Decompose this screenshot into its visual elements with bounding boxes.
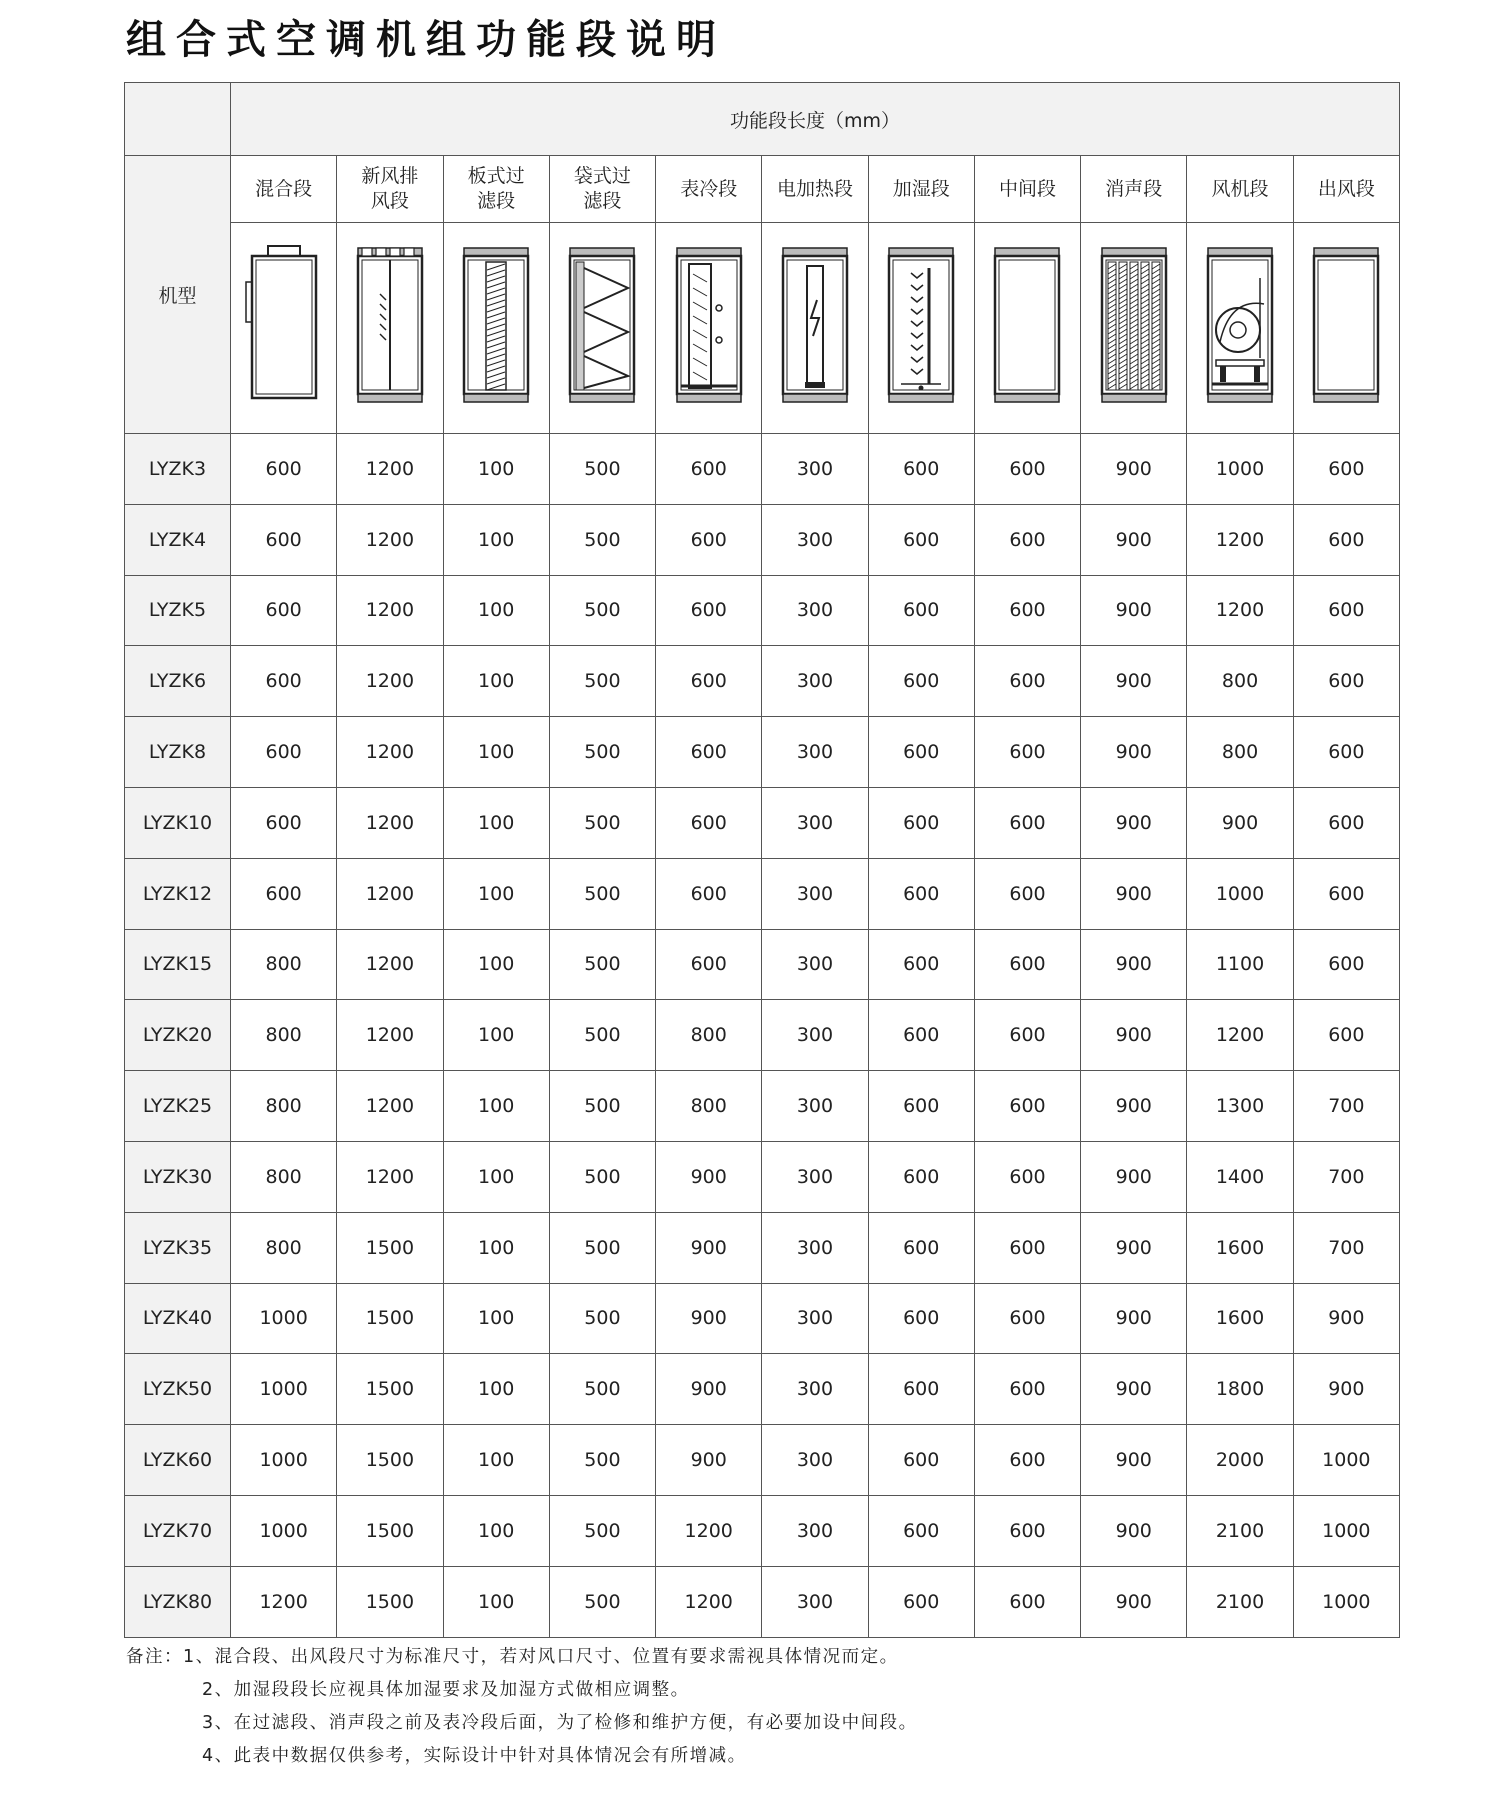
column-header-line1: 板式过	[467, 165, 525, 187]
model-cell: LYZK50	[125, 1354, 231, 1425]
model-cell: LYZK80	[125, 1566, 231, 1637]
length-cell: 600	[974, 504, 1080, 575]
length-cell: 600	[974, 929, 1080, 1000]
length-cell: 600	[868, 1354, 974, 1425]
length-cell: 900	[1081, 858, 1187, 929]
section-diagram-cell	[656, 223, 762, 434]
table-row	[125, 1495, 1400, 1566]
column-header-line2: 风段	[370, 190, 409, 212]
length-cell: 100	[443, 434, 549, 505]
column-header-line1: 袋式过	[573, 165, 631, 187]
silencer-section-icon	[1084, 238, 1184, 418]
length-cell: 900	[1081, 1141, 1187, 1212]
length-cell: 1500	[337, 1354, 443, 1425]
column-header-line1: 加湿段	[892, 177, 950, 200]
column-header	[337, 156, 443, 223]
table-row	[125, 504, 1400, 575]
table-row	[125, 1566, 1400, 1637]
length-cell: 600	[868, 1000, 974, 1071]
length-cell: 100	[443, 1566, 549, 1637]
page-title: 组合式空调机组功能段说明	[126, 17, 726, 63]
length-cell: 500	[549, 1283, 655, 1354]
section-diagram-cell	[868, 223, 974, 434]
model-cell: LYZK12	[125, 858, 231, 929]
length-cell: 300	[762, 1566, 868, 1637]
length-cell: 600	[1293, 434, 1399, 505]
model-cell: LYZK4	[125, 504, 231, 575]
column-header-line1: 新风排	[361, 165, 419, 187]
length-cell: 600	[974, 1425, 1080, 1496]
length-cell: 900	[1293, 1283, 1399, 1354]
length-cell: 600	[974, 1071, 1080, 1142]
length-cell: 300	[762, 858, 868, 929]
length-cell: 300	[762, 1000, 868, 1071]
intermediate-section-icon	[977, 238, 1077, 418]
length-cell: 600	[1293, 858, 1399, 929]
length-cell: 300	[762, 646, 868, 717]
length-cell: 1000	[1293, 1495, 1399, 1566]
length-cell: 1200	[337, 858, 443, 929]
length-cell: 600	[868, 1495, 974, 1566]
column-header-line1: 出风段	[1317, 177, 1375, 200]
outlet-section-icon	[1296, 238, 1396, 418]
length-cell: 300	[762, 929, 868, 1000]
table-row	[125, 434, 1400, 505]
length-cell: 300	[762, 504, 868, 575]
length-cell: 300	[762, 787, 868, 858]
length-cell: 600	[974, 434, 1080, 505]
length-cell: 500	[549, 717, 655, 788]
length-cell: 100	[443, 646, 549, 717]
length-cell: 900	[1081, 646, 1187, 717]
length-cell: 1200	[337, 434, 443, 505]
length-cell: 900	[1081, 1000, 1187, 1071]
length-cell: 1000	[231, 1495, 337, 1566]
column-header	[762, 156, 868, 223]
length-cell: 100	[443, 787, 549, 858]
section-diagram-cell	[231, 223, 337, 434]
length-cell: 1200	[337, 1071, 443, 1142]
column-header	[1081, 156, 1187, 223]
length-cell: 500	[549, 787, 655, 858]
length-cell: 900	[1081, 1425, 1187, 1496]
column-header-line1: 混合段	[255, 177, 313, 200]
length-cell: 500	[549, 1000, 655, 1071]
length-cell: 700	[1293, 1141, 1399, 1212]
length-cell: 600	[231, 646, 337, 717]
length-cell: 600	[656, 434, 762, 505]
length-cell: 900	[1081, 434, 1187, 505]
length-cell: 1200	[656, 1495, 762, 1566]
length-cell: 600	[868, 1425, 974, 1496]
notes	[126, 1641, 918, 1773]
length-cell: 900	[656, 1425, 762, 1496]
length-cell: 600	[974, 1495, 1080, 1566]
table-corner-cell	[125, 83, 231, 156]
length-cell: 500	[549, 575, 655, 646]
section-diagram-cell	[549, 223, 655, 434]
length-cell: 900	[1081, 1071, 1187, 1142]
length-cell: 600	[656, 646, 762, 717]
column-header-line2: 滤段	[583, 190, 622, 212]
length-cell: 1400	[1187, 1141, 1293, 1212]
length-cell: 500	[549, 1354, 655, 1425]
length-cell: 600	[231, 434, 337, 505]
length-cell: 600	[1293, 646, 1399, 717]
length-cell: 600	[1293, 575, 1399, 646]
note-1: 备注：1、混合段、出风段尺寸为标准尺寸，若对风口尺寸、位置有要求需视具体情况而定。	[126, 1647, 899, 1667]
model-cell: LYZK25	[125, 1071, 231, 1142]
length-cell: 300	[762, 1425, 868, 1496]
length-cell: 800	[1187, 646, 1293, 717]
section-diagram-cell	[762, 223, 868, 434]
length-cell: 600	[868, 1141, 974, 1212]
length-cell: 1200	[337, 1000, 443, 1071]
length-cell: 100	[443, 929, 549, 1000]
model-cell: LYZK5	[125, 575, 231, 646]
length-cell: 600	[1293, 787, 1399, 858]
length-cell: 800	[1187, 717, 1293, 788]
length-cell: 1200	[337, 787, 443, 858]
length-cell: 600	[231, 504, 337, 575]
table-row	[125, 646, 1400, 717]
length-cell: 600	[231, 787, 337, 858]
length-cell: 600	[974, 646, 1080, 717]
mixing-section-icon	[234, 238, 334, 418]
table-row	[125, 1354, 1400, 1425]
length-cell: 100	[443, 1354, 549, 1425]
length-cell: 1500	[337, 1283, 443, 1354]
length-cell: 1500	[337, 1495, 443, 1566]
table-row	[125, 575, 1400, 646]
length-cell: 800	[231, 1212, 337, 1283]
length-cell: 1000	[1187, 858, 1293, 929]
model-cell: LYZK70	[125, 1495, 231, 1566]
length-cell: 100	[443, 1000, 549, 1071]
length-cell: 800	[231, 1071, 337, 1142]
length-cell: 600	[868, 504, 974, 575]
length-cell: 1200	[337, 504, 443, 575]
length-cell: 600	[868, 1283, 974, 1354]
column-header	[974, 156, 1080, 223]
bag-filter-section-icon	[552, 238, 652, 418]
length-cell: 300	[762, 717, 868, 788]
length-cell: 300	[762, 575, 868, 646]
column-header-line1: 风机段	[1211, 177, 1269, 200]
length-cell: 900	[1081, 1354, 1187, 1425]
length-cell: 600	[231, 575, 337, 646]
table-row	[125, 1425, 1400, 1496]
table-row	[125, 787, 1400, 858]
length-cell: 500	[549, 646, 655, 717]
length-cell: 800	[231, 929, 337, 1000]
column-header-line2: 滤段	[477, 190, 516, 212]
length-cell: 500	[549, 1425, 655, 1496]
length-cell: 1100	[1187, 929, 1293, 1000]
section-diagram-cell	[443, 223, 549, 434]
length-cell: 800	[231, 1000, 337, 1071]
column-header	[656, 156, 762, 223]
length-cell: 700	[1293, 1212, 1399, 1283]
length-cell: 100	[443, 717, 549, 788]
length-cell: 500	[549, 1566, 655, 1637]
length-cell: 1000	[1293, 1566, 1399, 1637]
length-cell: 900	[1081, 787, 1187, 858]
length-cell: 900	[1081, 1566, 1187, 1637]
length-cell: 600	[231, 858, 337, 929]
length-cell: 900	[1081, 717, 1187, 788]
length-cell: 1500	[337, 1425, 443, 1496]
length-cell: 1500	[337, 1566, 443, 1637]
length-cell: 900	[656, 1354, 762, 1425]
model-cell: LYZK40	[125, 1283, 231, 1354]
length-cell: 1200	[337, 575, 443, 646]
length-cell: 1300	[1187, 1071, 1293, 1142]
length-cell: 100	[443, 1141, 549, 1212]
table-row	[125, 1000, 1400, 1071]
model-cell: LYZK6	[125, 646, 231, 717]
table-row	[125, 1071, 1400, 1142]
length-cell: 900	[1187, 787, 1293, 858]
humidifying-section-icon	[871, 238, 971, 418]
group-header: 功能段长度（mm）	[231, 83, 1400, 156]
length-cell: 600	[974, 1566, 1080, 1637]
length-cell: 900	[1081, 504, 1187, 575]
table-row	[125, 1141, 1400, 1212]
length-cell: 600	[1293, 717, 1399, 788]
note-2: 2、加湿段段长应视具体加湿要求及加湿方式做相应调整。	[202, 1680, 690, 1700]
length-cell: 100	[443, 1212, 549, 1283]
length-cell: 1200	[337, 646, 443, 717]
model-cell: LYZK3	[125, 434, 231, 505]
length-cell: 1200	[231, 1566, 337, 1637]
electric-heating-section-icon	[765, 238, 865, 418]
column-header-line1: 表冷段	[680, 177, 738, 200]
length-cell: 600	[868, 575, 974, 646]
length-cell: 100	[443, 1495, 549, 1566]
length-cell: 800	[231, 1141, 337, 1212]
length-cell: 600	[868, 1071, 974, 1142]
length-cell: 600	[868, 787, 974, 858]
length-cell: 900	[656, 1141, 762, 1212]
length-cell: 600	[974, 575, 1080, 646]
length-cell: 100	[443, 1283, 549, 1354]
length-cell: 600	[656, 858, 762, 929]
length-cell: 600	[974, 1212, 1080, 1283]
length-cell: 500	[549, 929, 655, 1000]
model-header: 机型	[125, 156, 231, 434]
cooling-coil-section-icon	[659, 238, 759, 418]
section-diagram-cell	[974, 223, 1080, 434]
length-cell: 600	[656, 717, 762, 788]
column-header	[868, 156, 974, 223]
length-cell: 600	[656, 787, 762, 858]
length-cell: 600	[868, 1566, 974, 1637]
length-cell: 900	[1081, 1283, 1187, 1354]
length-cell: 300	[762, 1495, 868, 1566]
length-cell: 1000	[231, 1425, 337, 1496]
length-cell: 500	[549, 434, 655, 505]
length-cell: 1000	[231, 1354, 337, 1425]
length-cell: 600	[1293, 929, 1399, 1000]
length-cell: 1000	[231, 1283, 337, 1354]
length-cell: 600	[974, 787, 1080, 858]
length-cell: 600	[868, 434, 974, 505]
column-header-line1: 中间段	[998, 177, 1056, 200]
length-cell: 500	[549, 504, 655, 575]
length-cell: 600	[868, 1212, 974, 1283]
model-cell: LYZK15	[125, 929, 231, 1000]
length-cell: 1800	[1187, 1354, 1293, 1425]
length-cell: 600	[231, 717, 337, 788]
length-cell: 1200	[337, 1141, 443, 1212]
note-3: 3、在过滤段、消声段之前及表冷段后面，为了检修和维护方便，有必要加设中间段。	[202, 1713, 918, 1733]
length-cell: 800	[656, 1071, 762, 1142]
length-cell: 1600	[1187, 1212, 1293, 1283]
section-diagram-cell	[1293, 223, 1399, 434]
length-cell: 600	[656, 575, 762, 646]
length-cell: 300	[762, 1141, 868, 1212]
note-4: 4、此表中数据仅供参考，实际设计中针对具体情况会有所增减。	[202, 1746, 747, 1766]
length-cell: 900	[656, 1283, 762, 1354]
length-cell: 900	[1081, 575, 1187, 646]
length-cell: 600	[1293, 504, 1399, 575]
table-row	[125, 858, 1400, 929]
length-cell: 100	[443, 1071, 549, 1142]
length-cell: 600	[1293, 1000, 1399, 1071]
length-cell: 1500	[337, 1212, 443, 1283]
length-cell: 500	[549, 1212, 655, 1283]
model-cell: LYZK20	[125, 1000, 231, 1071]
length-cell: 500	[549, 1495, 655, 1566]
length-cell: 600	[974, 717, 1080, 788]
length-cell: 300	[762, 1283, 868, 1354]
length-cell: 500	[549, 1071, 655, 1142]
column-header	[1187, 156, 1293, 223]
length-cell: 1000	[1187, 434, 1293, 505]
section-diagram-cell	[1081, 223, 1187, 434]
length-cell: 600	[974, 1141, 1080, 1212]
length-cell: 2100	[1187, 1495, 1293, 1566]
column-header	[231, 156, 337, 223]
column-header-line1: 电加热段	[776, 177, 853, 200]
length-cell: 1000	[1293, 1425, 1399, 1496]
length-cell: 500	[549, 1141, 655, 1212]
column-header	[1293, 156, 1399, 223]
length-cell: 2000	[1187, 1425, 1293, 1496]
length-cell: 100	[443, 504, 549, 575]
length-cell: 1200	[656, 1566, 762, 1637]
length-cell: 600	[868, 717, 974, 788]
length-cell: 600	[868, 929, 974, 1000]
length-cell: 1200	[337, 929, 443, 1000]
function-section-table	[124, 82, 1400, 1638]
fresh-air-exhaust-section-icon	[340, 238, 440, 418]
model-cell: LYZK8	[125, 717, 231, 788]
length-cell: 700	[1293, 1071, 1399, 1142]
length-cell: 600	[974, 1000, 1080, 1071]
length-cell: 300	[762, 1354, 868, 1425]
length-cell: 900	[1293, 1354, 1399, 1425]
length-cell: 600	[868, 858, 974, 929]
length-cell: 900	[1081, 1212, 1187, 1283]
length-cell: 1200	[1187, 575, 1293, 646]
section-diagram-cell	[337, 223, 443, 434]
model-cell: LYZK35	[125, 1212, 231, 1283]
length-cell: 600	[868, 646, 974, 717]
length-cell: 900	[1081, 1495, 1187, 1566]
column-header	[549, 156, 655, 223]
fan-section-icon	[1190, 238, 1290, 418]
length-cell: 900	[656, 1212, 762, 1283]
length-cell: 100	[443, 575, 549, 646]
length-cell: 600	[974, 1283, 1080, 1354]
length-cell: 2100	[1187, 1566, 1293, 1637]
length-cell: 1200	[1187, 1000, 1293, 1071]
length-cell: 100	[443, 1425, 549, 1496]
length-cell: 300	[762, 1071, 868, 1142]
length-cell: 300	[762, 1212, 868, 1283]
length-cell: 900	[1081, 929, 1187, 1000]
length-cell: 1200	[1187, 504, 1293, 575]
length-cell: 300	[762, 434, 868, 505]
length-cell: 800	[656, 1000, 762, 1071]
length-cell: 1200	[337, 717, 443, 788]
table-row	[125, 929, 1400, 1000]
length-cell: 500	[549, 858, 655, 929]
table-row	[125, 1212, 1400, 1283]
column-header-line1: 消声段	[1105, 177, 1163, 200]
length-cell: 600	[656, 504, 762, 575]
model-cell: LYZK60	[125, 1425, 231, 1496]
model-cell: LYZK10	[125, 787, 231, 858]
section-diagram-cell	[1187, 223, 1293, 434]
panel-filter-section-icon	[446, 238, 546, 418]
table-row	[125, 717, 1400, 788]
model-cell: LYZK30	[125, 1141, 231, 1212]
table-row	[125, 1283, 1400, 1354]
column-header	[443, 156, 549, 223]
length-cell: 600	[974, 1354, 1080, 1425]
length-cell: 600	[656, 929, 762, 1000]
length-cell: 100	[443, 858, 549, 929]
length-cell: 600	[974, 858, 1080, 929]
length-cell: 1600	[1187, 1283, 1293, 1354]
